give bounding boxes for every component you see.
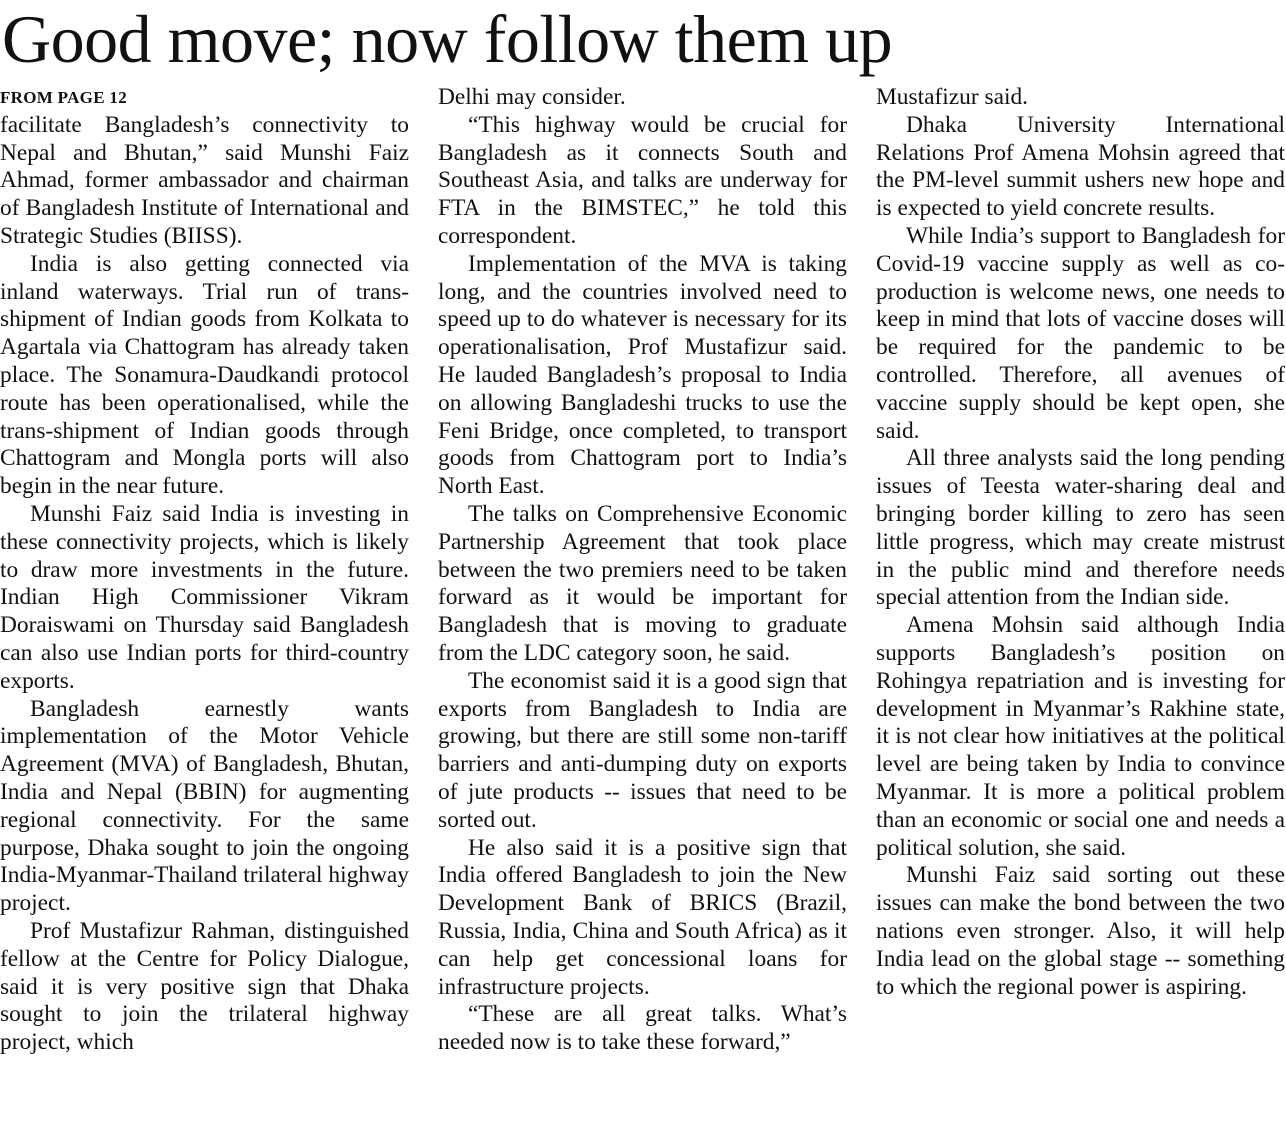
paragraph: Munshi Faiz said sorting out these issues can make the bond between the two nations even stronger. Also, it will help India lead on the global stage -- something to which the regional power is aspiring. <box>876 862 1285 1000</box>
paragraph: “This highway would be crucial for Bangladesh as it connects South and Southeast Asia, and talks are underway for FTA in the BIMSTEC,” he told this correspondent. <box>438 111 847 249</box>
paragraph: Prof Mustafizur Rahman, distinguished fellow at the Centre for Policy Dialogue, said it is very positive sign that Dhaka sought to join the trilateral highway project, which <box>0 917 409 1056</box>
paragraph: While India’s support to Bangladesh for Covid-19 vaccine supply as well as co-production is welcome news, one needs to keep in mind that lots of vaccine doses will be required for the pandemic to be controlled. Therefore, all avenues of vaccine supply should be kept open, she said. <box>876 222 1285 444</box>
paragraph: Implementation of the MVA is taking long, and the countries involved need to speed up to do whatever is necessary for its operationalisation, Prof Mustafizur said. He lauded Bangladesh’s proposal to India on allowing Bangladeshi trucks to use the Feni Bridge, once completed, to transport goods from Chattogram port to India’s North East. <box>438 250 847 500</box>
paragraph: All three analysts said the long pending issues of Teesta water-sharing deal and bringing border killing to zero has seen little progress, which may create mistrust in the public mind and therefore needs special attention from the Indian side. <box>876 445 1285 611</box>
paragraph: The economist said it is a good sign that exports from Bangladesh to India are growing, but there are still some non-tariff barriers and anti-dumping duty on exports of jute products -- issues that need to be sorted out. <box>438 667 847 833</box>
paragraph: The talks on Comprehensive Economic Partnership Agreement that took place between the two premiers need to be taken forward as it would be important for Bangladesh that is moving to graduate from the LDC category soon, he said. <box>438 500 847 666</box>
paragraph: He also said it is a positive sign that India offered Bangladesh to join the New Development Bank of BRICS (Brazil, Russia, India, China and South Africa) as it can help get concessional loans for infrastructure projects. <box>438 834 847 1000</box>
paragraph: India is also getting connected via inland waterways. Trial run of trans-shipment of Indian goods from Kolkata to Agartala via Chattogram has already taken place. The Sonamura-Daudkandi protocol route has been operationalised, while the trans-shipment of Indian goods through Chattogram and Mongla ports will also begin in the near future. <box>0 250 409 500</box>
paragraph: Munshi Faiz said India is investing in these connectivity projects, which is likely to draw more investments in the future. Indian High Commissioner Vikram Doraiswami on Thursday said Bangladesh can also use Indian ports for third-country exports. <box>0 500 409 694</box>
paragraph: Amena Mohsin said although India supports Bangladesh’s position on Rohingya repatriation and is investing for development in Myanmar’s Rakhine state, it is not clear how initiatives at the political level are being taken by India to convince Myanmar. It is more a political problem than an economic or social one and needs a political solution, she said. <box>876 612 1285 861</box>
jump-line: FROM PAGE 12 <box>0 88 127 107</box>
paragraph: “These are all great talks. What’s needed now is to take these forward,” <box>438 1001 847 1056</box>
paragraph: Mustafizur said. <box>876 84 1029 110</box>
article-column-3 <box>876 84 1285 1001</box>
paragraph: Delhi may consider. <box>438 84 626 110</box>
headline: Good move; now follow them up <box>2 1 893 77</box>
paragraph: facilitate Bangladesh’s connectivity to Nepal and Bhutan,” said Munshi Faiz Ahmad, former ambassador and chairman of Bangladesh Institute of International and Strategic Studies (BIISS). <box>0 111 409 249</box>
article-column-1 <box>0 84 409 1057</box>
paragraph: Dhaka University International Relations Prof Amena Mohsin agreed that the PM-level summit ushers new hope and is expected to yield concrete results. <box>876 111 1285 222</box>
paragraph: Bangladesh earnestly wants implementation of the Motor Vehicle Agreement (MVA) of Bangladesh, Bhutan, India and Nepal (BBIN) for augmenting regional connectivity. For the same purpose, Dhaka sought to join the ongoing India-Myanmar-Thailand trilateral highway project. <box>0 695 409 917</box>
article-column-2 <box>438 84 847 1057</box>
